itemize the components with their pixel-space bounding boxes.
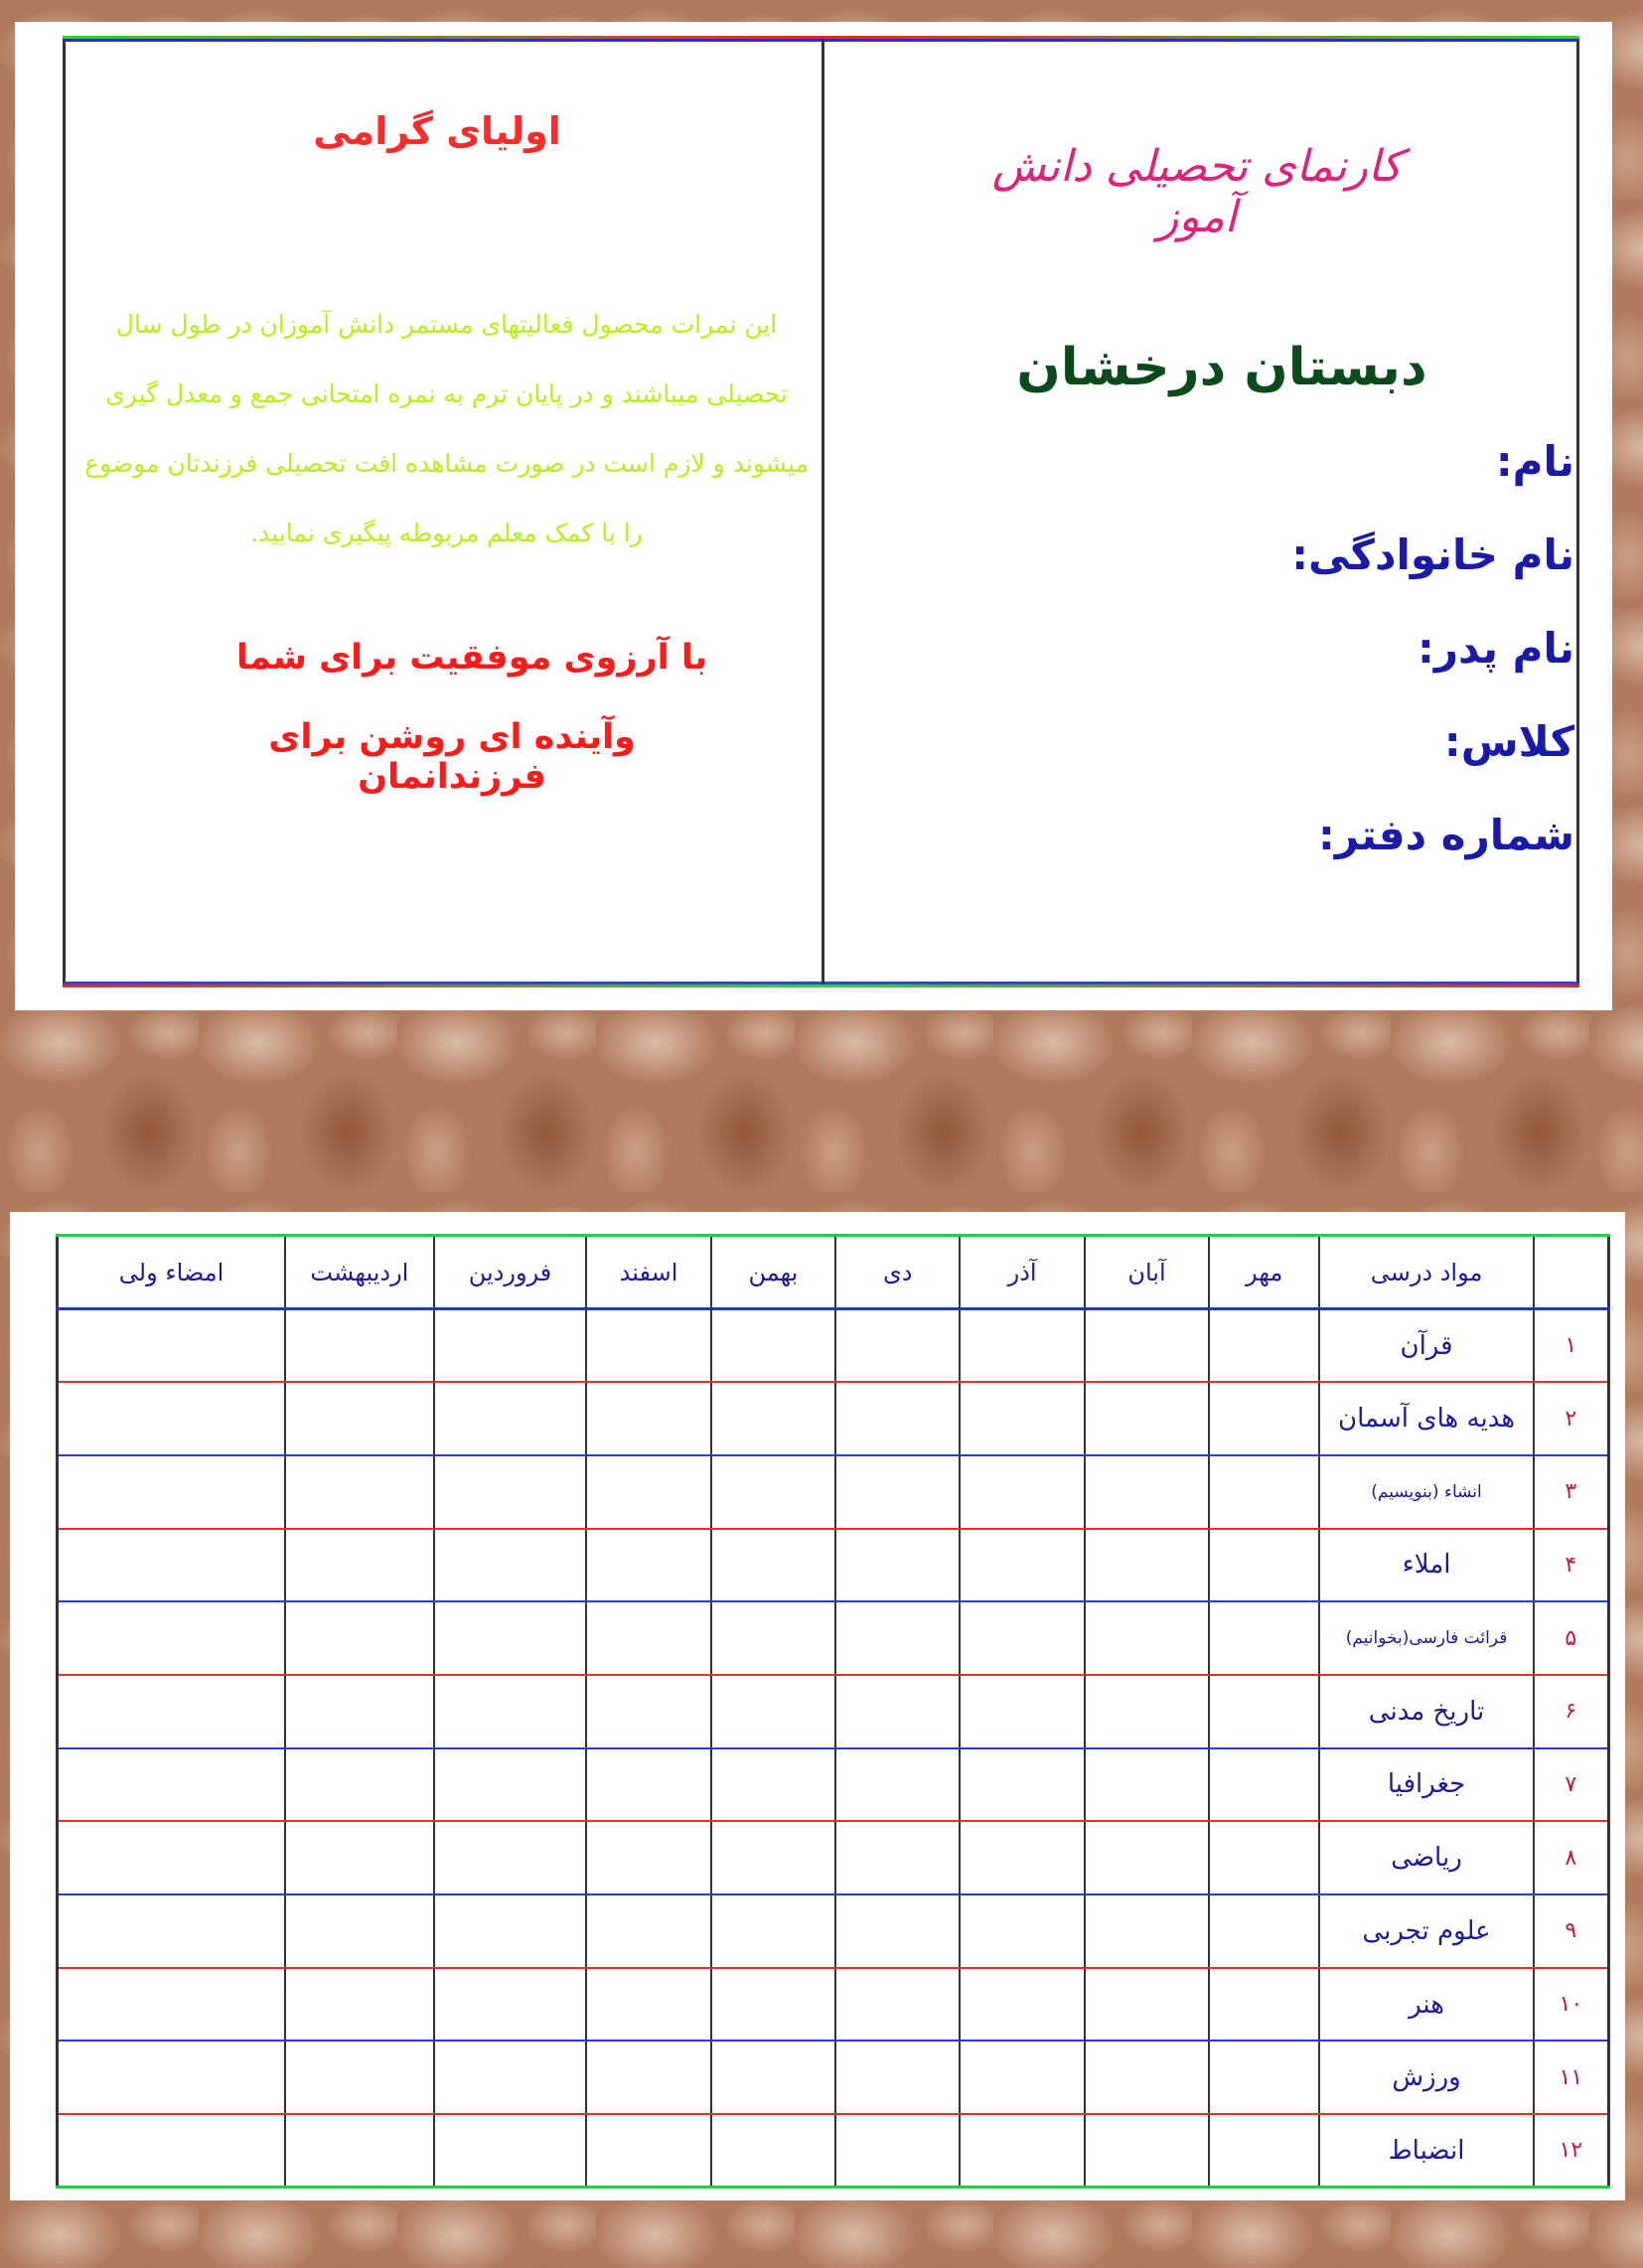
- row-subject: تاریخ مدنی: [1319, 1675, 1533, 1748]
- grade-cell-farvardin[interactable]: [434, 1821, 587, 1894]
- row-subject: هنر: [1319, 1968, 1533, 2041]
- grade-cell-farvardin[interactable]: [434, 1382, 587, 1455]
- header-ordibehesht: اردیبهشت: [285, 1236, 434, 1309]
- grades-header-row: [58, 1236, 1609, 1309]
- grade-cell-dey[interactable]: [835, 1309, 960, 1383]
- grade-cell-ordibehesht[interactable]: [285, 1675, 434, 1748]
- table-row: [58, 1382, 1609, 1455]
- row-subject: ریاضی: [1319, 1821, 1533, 1894]
- school-name: دبستان درخشان: [1016, 338, 1427, 397]
- row-number: ۶: [1534, 1675, 1609, 1748]
- grade-cell-bahman[interactable]: [711, 1968, 835, 2041]
- grade-cell-ordibehesht[interactable]: [285, 1968, 434, 2041]
- grade-cell-dey[interactable]: [835, 1748, 960, 1822]
- row-subject: انضباط: [1319, 2114, 1533, 2188]
- grade-cell-ordibehesht[interactable]: [285, 1529, 434, 1602]
- wish-line-2: وآینده ای روشن برای فرزندانمان: [268, 717, 636, 797]
- report-card-cover: [15, 22, 1612, 1010]
- grade-cell-ordibehesht[interactable]: [285, 2041, 434, 2114]
- grade-cell-mehr[interactable]: [1209, 1529, 1319, 1602]
- field-father-name-label: نام پدر:: [1418, 624, 1574, 673]
- grade-cell-azar[interactable]: [960, 2114, 1084, 2188]
- grade-cell-parent-signature[interactable]: [58, 2041, 286, 2114]
- grade-cell-farvardin[interactable]: [434, 1748, 587, 1822]
- grade-cell-parent-signature[interactable]: [58, 1529, 286, 1602]
- field-family-name-label: نام خانوادگی:: [1291, 530, 1574, 579]
- row-subject: علوم تجربی: [1319, 1894, 1533, 1968]
- grade-cell-parent-signature[interactable]: [58, 1601, 286, 1675]
- grade-cell-parent-signature[interactable]: [58, 1748, 286, 1822]
- grade-cell-parent-signature[interactable]: [58, 1309, 286, 1383]
- parents-title: اولیای گرامی: [313, 109, 561, 153]
- table-row: [58, 1601, 1609, 1675]
- grade-cell-parent-signature[interactable]: [58, 1968, 286, 2041]
- grade-cell-bahman[interactable]: [711, 1529, 835, 1602]
- header-aban: آبان: [1085, 1236, 1209, 1309]
- grades-table-wrap: [56, 1234, 1610, 2180]
- grade-cell-azar[interactable]: [960, 1675, 1084, 1748]
- grade-cell-ordibehesht[interactable]: [285, 1382, 434, 1455]
- grade-cell-azar[interactable]: [960, 1748, 1084, 1822]
- grade-cell-esfand[interactable]: [586, 1455, 710, 1529]
- grade-cell-aban[interactable]: [1085, 1821, 1209, 1894]
- row-subject: قرائت فارسی(بخوانیم): [1319, 1601, 1533, 1675]
- cover-frame-bottom-accent: [63, 984, 1579, 987]
- grade-cell-dey[interactable]: [835, 2041, 960, 2114]
- row-subject: قرآن: [1319, 1309, 1533, 1383]
- grade-cell-parent-signature[interactable]: [58, 1821, 286, 1894]
- grade-cell-bahman[interactable]: [711, 1601, 835, 1675]
- grade-cell-aban[interactable]: [1085, 1894, 1209, 1968]
- row-number: ۴: [1534, 1529, 1609, 1602]
- header-esfand: اسفند: [586, 1236, 710, 1309]
- grade-cell-aban[interactable]: [1085, 1529, 1209, 1602]
- grade-cell-farvardin[interactable]: [434, 2114, 587, 2188]
- table-row: [58, 1455, 1609, 1529]
- grade-cell-aban[interactable]: [1085, 2114, 1209, 2188]
- grade-cell-azar[interactable]: [960, 1968, 1084, 2041]
- grade-cell-esfand[interactable]: [586, 2114, 710, 2188]
- grade-cell-dey[interactable]: [835, 1382, 960, 1455]
- card-title: کارنمای تحصیلی دانش آموز: [991, 141, 1403, 242]
- grade-cell-azar[interactable]: [960, 1601, 1084, 1675]
- grade-cell-esfand[interactable]: [586, 1675, 710, 1748]
- grade-cell-dey[interactable]: [835, 1821, 960, 1894]
- row-number: ۱۰: [1534, 1968, 1609, 2041]
- grade-cell-farvardin[interactable]: [434, 1529, 587, 1602]
- grade-cell-ordibehesht[interactable]: [285, 1748, 434, 1822]
- grade-cell-dey[interactable]: [835, 1894, 960, 1968]
- grades-table: [56, 1234, 1610, 2189]
- table-row: [58, 1675, 1609, 1748]
- table-row: [58, 1529, 1609, 1602]
- grade-cell-aban[interactable]: [1085, 1309, 1209, 1383]
- grade-cell-aban[interactable]: [1085, 1455, 1209, 1529]
- grade-cell-azar[interactable]: [960, 2041, 1084, 2114]
- grade-cell-mehr[interactable]: [1209, 1894, 1319, 1968]
- table-row: [58, 1968, 1609, 2041]
- grade-cell-farvardin[interactable]: [434, 1601, 587, 1675]
- grade-cell-farvardin[interactable]: [434, 1968, 587, 2041]
- grade-cell-azar[interactable]: [960, 1309, 1084, 1383]
- grade-cell-dey[interactable]: [835, 2114, 960, 2188]
- grade-cell-azar[interactable]: [960, 1529, 1084, 1602]
- grade-cell-farvardin[interactable]: [434, 1675, 587, 1748]
- grade-cell-mehr[interactable]: [1209, 1675, 1319, 1748]
- row-number: ۱۲: [1534, 2114, 1609, 2188]
- grades-sheet: [10, 1212, 1625, 2200]
- grade-cell-dey[interactable]: [835, 1675, 960, 1748]
- row-number: ۳: [1534, 1455, 1609, 1529]
- grade-cell-dey[interactable]: [835, 1529, 960, 1602]
- table-row: [58, 1748, 1609, 1822]
- grade-cell-esfand[interactable]: [586, 1529, 710, 1602]
- grade-cell-mehr[interactable]: [1209, 2041, 1319, 2114]
- grade-cell-esfand[interactable]: [586, 1382, 710, 1455]
- grade-cell-esfand[interactable]: [586, 1748, 710, 1822]
- header-farvardin: فروردین: [434, 1236, 587, 1309]
- parents-message: این نمرات محصول فعالیتهای مستمر دانش آموزان در طول سال تحصیلی میباشند و در پایان ترم به نمره امتحانی جمع و معدل گیری میشوند و لازم است در صورت مشاهده افت تحصیلی فرزندتان موضوع را با کمک معلم مربوطه پیگیری نمایید.: [84, 310, 809, 547]
- grade-cell-bahman[interactable]: [711, 1675, 835, 1748]
- row-number: ۹: [1534, 1894, 1609, 1968]
- grade-cell-parent-signature[interactable]: [58, 2114, 286, 2188]
- row-subject: هدیه های آسمان: [1319, 1382, 1533, 1455]
- grade-cell-esfand[interactable]: [586, 1821, 710, 1894]
- row-number: ۵: [1534, 1601, 1609, 1675]
- grade-cell-azar[interactable]: [960, 1382, 1084, 1455]
- grade-cell-mehr[interactable]: [1209, 1748, 1319, 1822]
- grade-cell-esfand[interactable]: [586, 1309, 710, 1383]
- grade-cell-dey[interactable]: [835, 1601, 960, 1675]
- grade-cell-azar[interactable]: [960, 1455, 1084, 1529]
- grade-cell-farvardin[interactable]: [434, 1455, 587, 1529]
- grade-cell-azar[interactable]: [960, 1821, 1084, 1894]
- header-dey: دی: [835, 1236, 960, 1309]
- grade-cell-mehr[interactable]: [1209, 2114, 1319, 2188]
- grade-cell-esfand[interactable]: [586, 1894, 710, 1968]
- grade-cell-bahman[interactable]: [711, 1382, 835, 1455]
- grade-cell-dey[interactable]: [835, 1455, 960, 1529]
- grade-cell-mehr[interactable]: [1209, 1968, 1319, 2041]
- table-row: [58, 2041, 1609, 2114]
- header-number: [1534, 1236, 1609, 1309]
- grade-cell-mehr[interactable]: [1209, 1821, 1319, 1894]
- wish-line-1: با آرزوی موفقیت برای شما: [235, 638, 708, 678]
- grade-cell-aban[interactable]: [1085, 1601, 1209, 1675]
- grade-cell-mehr[interactable]: [1209, 1382, 1319, 1455]
- field-class-label: کلاس:: [1443, 717, 1574, 766]
- grade-cell-bahman[interactable]: [711, 1455, 835, 1529]
- grade-cell-ordibehesht[interactable]: [285, 1821, 434, 1894]
- header-subjects: مواد درسی: [1319, 1236, 1533, 1309]
- table-row: [58, 1821, 1609, 1894]
- grade-cell-bahman[interactable]: [711, 1748, 835, 1822]
- grade-cell-azar[interactable]: [960, 1894, 1084, 1968]
- grade-cell-ordibehesht[interactable]: [285, 1309, 434, 1383]
- row-subject: املاء: [1319, 1529, 1533, 1602]
- grade-cell-aban[interactable]: [1085, 2041, 1209, 2114]
- grade-cell-dey[interactable]: [835, 1968, 960, 2041]
- table-row: [58, 2114, 1609, 2188]
- grade-cell-bahman[interactable]: [711, 1894, 835, 1968]
- header-parent-signature: امضاء ولی: [58, 1236, 286, 1309]
- grade-cell-parent-signature[interactable]: [58, 1382, 286, 1455]
- row-number: ۲: [1534, 1382, 1609, 1455]
- table-row: [58, 1309, 1609, 1383]
- row-subject: ورزش: [1319, 2041, 1533, 2114]
- grade-cell-bahman[interactable]: [711, 2041, 835, 2114]
- cover-divider: [822, 39, 824, 984]
- row-subject: انشاء (بنویسیم): [1319, 1455, 1533, 1529]
- row-subject: جغرافیا: [1319, 1748, 1533, 1822]
- grade-cell-esfand[interactable]: [586, 1968, 710, 2041]
- grade-cell-bahman[interactable]: [711, 1821, 835, 1894]
- grade-cell-farvardin[interactable]: [434, 1309, 587, 1383]
- table-row: [58, 1894, 1609, 1968]
- field-name-label: نام:: [1495, 437, 1574, 486]
- grade-cell-aban[interactable]: [1085, 1675, 1209, 1748]
- row-number: ۸: [1534, 1821, 1609, 1894]
- grade-cell-mehr[interactable]: [1209, 1455, 1319, 1529]
- header-azar: آذر: [960, 1236, 1084, 1309]
- field-register-number-label: شماره دفتر:: [1318, 811, 1574, 859]
- row-number: ۱۱: [1534, 2041, 1609, 2114]
- grade-cell-farvardin[interactable]: [434, 2041, 587, 2114]
- grade-cell-parent-signature[interactable]: [58, 1894, 286, 1968]
- grade-cell-aban[interactable]: [1085, 1968, 1209, 2041]
- grade-cell-ordibehesht[interactable]: [285, 1455, 434, 1529]
- grade-cell-bahman[interactable]: [711, 1309, 835, 1383]
- grade-cell-mehr[interactable]: [1209, 1309, 1319, 1383]
- grade-cell-ordibehesht[interactable]: [285, 1894, 434, 1968]
- row-number: ۱: [1534, 1309, 1609, 1383]
- grade-cell-farvardin[interactable]: [434, 1894, 587, 1968]
- grade-cell-ordibehesht[interactable]: [285, 1601, 434, 1675]
- grade-cell-parent-signature[interactable]: [58, 1675, 286, 1748]
- grade-cell-bahman[interactable]: [711, 2114, 835, 2188]
- grade-cell-mehr[interactable]: [1209, 1601, 1319, 1675]
- header-bahman: بهمن: [711, 1236, 835, 1309]
- grade-cell-ordibehesht[interactable]: [285, 2114, 434, 2188]
- grade-cell-esfand[interactable]: [586, 2041, 710, 2114]
- row-number: ۷: [1534, 1748, 1609, 1822]
- grade-cell-aban[interactable]: [1085, 1382, 1209, 1455]
- grade-cell-parent-signature[interactable]: [58, 1455, 286, 1529]
- grade-cell-aban[interactable]: [1085, 1748, 1209, 1822]
- header-mehr: مهر: [1209, 1236, 1319, 1309]
- grade-cell-esfand[interactable]: [586, 1601, 710, 1675]
